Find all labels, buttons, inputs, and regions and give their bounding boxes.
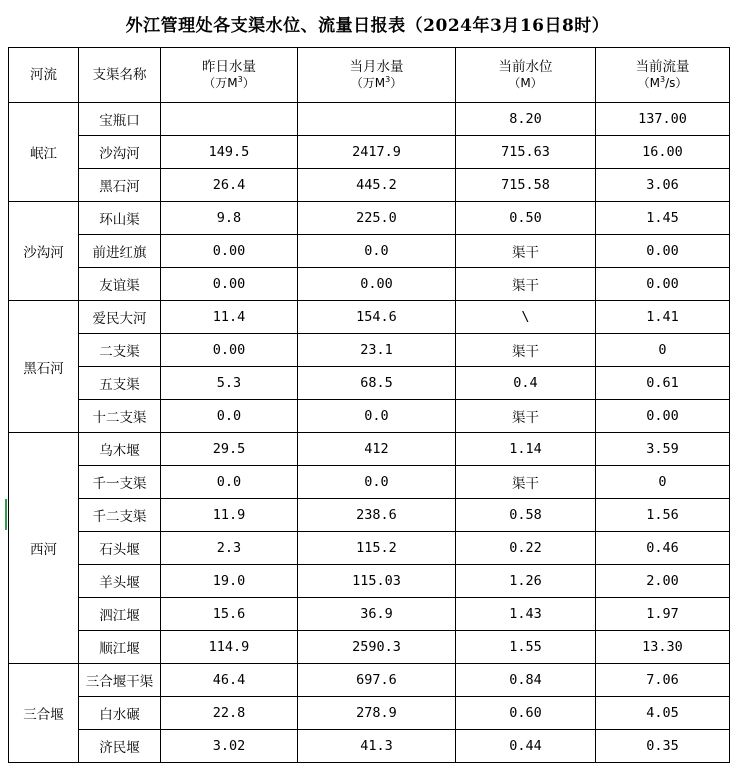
channel-name-cell: 三合堰干渠	[79, 664, 161, 697]
month-volume-cell: 23.1	[298, 334, 456, 367]
flow-cell: 7.06	[596, 664, 730, 697]
yesterday-volume-cell: 0.0	[161, 400, 298, 433]
flow-cell: 13.30	[596, 631, 730, 664]
header-row	[9, 48, 730, 103]
month-volume-cell: 278.9	[298, 697, 456, 730]
channel-name-cell: 白水碾	[79, 697, 161, 730]
channel-name-cell: 沙沟河	[79, 136, 161, 169]
yesterday-volume-cell: 0.00	[161, 235, 298, 268]
flow-cell: 0	[596, 334, 730, 367]
flow-cell: 0.35	[596, 730, 730, 763]
water-level-cell: 0.84	[456, 664, 596, 697]
table-row	[9, 301, 730, 334]
channel-name-cell: 前进红旗	[79, 235, 161, 268]
channel-name-cell: 羊头堰	[79, 565, 161, 598]
flow-cell: 0.46	[596, 532, 730, 565]
water-level-cell: 0.22	[456, 532, 596, 565]
table-row	[9, 730, 730, 763]
water-level-cell: 渠干	[456, 466, 596, 499]
water-level-cell: 渠干	[456, 268, 596, 301]
river-cell: 沙沟河	[9, 202, 79, 301]
table-row	[9, 466, 730, 499]
header-channel: 支渠名称	[79, 48, 161, 103]
channel-name-cell: 宝瓶口	[79, 103, 161, 136]
month-volume-cell: 36.9	[298, 598, 456, 631]
river-cell: 岷江	[9, 103, 79, 202]
yesterday-volume-cell: 26.4	[161, 169, 298, 202]
report-title: 外江管理处各支渠水位、流量日报表（2024年3月16日8时）	[125, 16, 610, 36]
header-month-volume-label: 当月水量	[349, 59, 404, 75]
yesterday-volume-cell: 5.3	[161, 367, 298, 400]
water-level-cell: 渠干	[456, 334, 596, 367]
yesterday-volume-cell	[161, 103, 298, 136]
river-cell: 西河	[9, 433, 79, 664]
water-level-cell: 0.4	[456, 367, 596, 400]
header-yesterday-volume-unit: （万$M^3$）	[203, 75, 255, 90]
yesterday-volume-cell: 149.5	[161, 136, 298, 169]
month-volume-cell: 0.0	[298, 466, 456, 499]
yesterday-volume-cell: 0.00	[161, 268, 298, 301]
yesterday-volume-cell: 15.6	[161, 598, 298, 631]
flow-cell: 137.00	[596, 103, 730, 136]
yesterday-volume-cell: 9.8	[161, 202, 298, 235]
yesterday-volume-cell: 114.9	[161, 631, 298, 664]
header-flow	[596, 48, 730, 103]
header-water-level	[456, 48, 596, 103]
flow-cell: 1.56	[596, 499, 730, 532]
water-level-cell: 715.63	[456, 136, 596, 169]
yesterday-volume-cell: 11.9	[161, 499, 298, 532]
flow-cell: 16.00	[596, 136, 730, 169]
table-row	[9, 499, 730, 532]
water-level-cell: 0.58	[456, 499, 596, 532]
flow-cell: 1.97	[596, 598, 730, 631]
month-volume-cell: 0.00	[298, 268, 456, 301]
table-row	[9, 598, 730, 631]
header-month-volume-unit: （万$M^3$）	[350, 75, 403, 90]
yesterday-volume-cell: 3.02	[161, 730, 298, 763]
table-row	[9, 664, 730, 697]
yesterday-volume-cell: 2.3	[161, 532, 298, 565]
table-row	[9, 631, 730, 664]
water-level-cell: 渠干	[456, 235, 596, 268]
water-level-cell: 0.44	[456, 730, 596, 763]
water-level-cell: 渠干	[456, 400, 596, 433]
month-volume-cell: 697.6	[298, 664, 456, 697]
table-row	[9, 268, 730, 301]
flow-cell: 1.45	[596, 202, 730, 235]
header-water-level-label: 当前水位	[498, 59, 553, 75]
month-volume-cell: 445.2	[298, 169, 456, 202]
month-volume-cell: 68.5	[298, 367, 456, 400]
month-volume-cell: 41.3	[298, 730, 456, 763]
water-level-cell: 715.58	[456, 169, 596, 202]
table-row	[9, 103, 730, 136]
month-volume-cell: 115.03	[298, 565, 456, 598]
yesterday-volume-cell: 0.0	[161, 466, 298, 499]
flow-cell: 0.00	[596, 400, 730, 433]
channel-name-cell: 顺江堰	[79, 631, 161, 664]
table-row	[9, 202, 730, 235]
month-volume-cell: 225.0	[298, 202, 456, 235]
flow-cell: 3.06	[596, 169, 730, 202]
channel-name-cell: 十二支渠	[79, 400, 161, 433]
river-cell: 黑石河	[9, 301, 79, 433]
month-volume-cell: 412	[298, 433, 456, 466]
cell-selection-marker	[5, 499, 7, 530]
channel-name-cell: 济民堰	[79, 730, 161, 763]
table-row	[9, 367, 730, 400]
channel-name-cell: 爱民大河	[79, 301, 161, 334]
month-volume-cell: 0.0	[298, 400, 456, 433]
header-water-level-unit: （M）	[508, 76, 543, 90]
header-flow-label: 当前流量	[635, 59, 690, 75]
header-yesterday-volume	[161, 48, 298, 103]
table-row	[9, 169, 730, 202]
channel-name-cell: 环山渠	[79, 202, 161, 235]
water-level-cell: \	[456, 301, 596, 334]
flow-cell: 0	[596, 466, 730, 499]
table-row	[9, 433, 730, 466]
month-volume-cell: 154.6	[298, 301, 456, 334]
table-row	[9, 697, 730, 730]
water-level-cell: 1.14	[456, 433, 596, 466]
month-volume-cell	[298, 103, 456, 136]
yesterday-volume-cell: 46.4	[161, 664, 298, 697]
channel-name-cell: 乌木堰	[79, 433, 161, 466]
channel-name-cell: 泗江堰	[79, 598, 161, 631]
header-river: 河流	[9, 48, 79, 103]
table-row	[9, 334, 730, 367]
channel-name-cell: 千一支渠	[79, 466, 161, 499]
flow-cell: 2.00	[596, 565, 730, 598]
water-level-cell: 1.43	[456, 598, 596, 631]
month-volume-cell: 238.6	[298, 499, 456, 532]
water-level-cell: 0.50	[456, 202, 596, 235]
report-table	[8, 47, 730, 763]
flow-cell: 0.00	[596, 235, 730, 268]
yesterday-volume-cell: 0.00	[161, 334, 298, 367]
channel-name-cell: 二支渠	[79, 334, 161, 367]
month-volume-cell: 2590.3	[298, 631, 456, 664]
header-yesterday-volume-label: 昨日水量	[202, 59, 256, 75]
table-row	[9, 532, 730, 565]
yesterday-volume-cell: 19.0	[161, 565, 298, 598]
channel-name-cell: 石头堰	[79, 532, 161, 565]
water-level-cell: 8.20	[456, 103, 596, 136]
month-volume-cell: 2417.9	[298, 136, 456, 169]
flow-cell: 4.05	[596, 697, 730, 730]
flow-cell: 3.59	[596, 433, 730, 466]
water-level-cell: 1.55	[456, 631, 596, 664]
yesterday-volume-cell: 29.5	[161, 433, 298, 466]
flow-cell: 1.41	[596, 301, 730, 334]
river-cell: 三合堰	[9, 664, 79, 763]
table-row	[9, 565, 730, 598]
month-volume-cell: 115.2	[298, 532, 456, 565]
yesterday-volume-cell: 11.4	[161, 301, 298, 334]
table-row	[9, 235, 730, 268]
water-level-cell: 1.26	[456, 565, 596, 598]
channel-name-cell: 五支渠	[79, 367, 161, 400]
month-volume-cell: 0.0	[298, 235, 456, 268]
table-row	[9, 400, 730, 433]
flow-cell: 0.61	[596, 367, 730, 400]
channel-name-cell: 友谊渠	[79, 268, 161, 301]
channel-name-cell: 黑石河	[79, 169, 161, 202]
flow-cell: 0.00	[596, 268, 730, 301]
water-level-cell: 0.60	[456, 697, 596, 730]
yesterday-volume-cell: 22.8	[161, 697, 298, 730]
channel-name-cell: 千二支渠	[79, 499, 161, 532]
header-flow-unit: $(M^3/s)$	[637, 75, 688, 90]
table-row	[9, 136, 730, 169]
header-month-volume	[298, 48, 456, 103]
